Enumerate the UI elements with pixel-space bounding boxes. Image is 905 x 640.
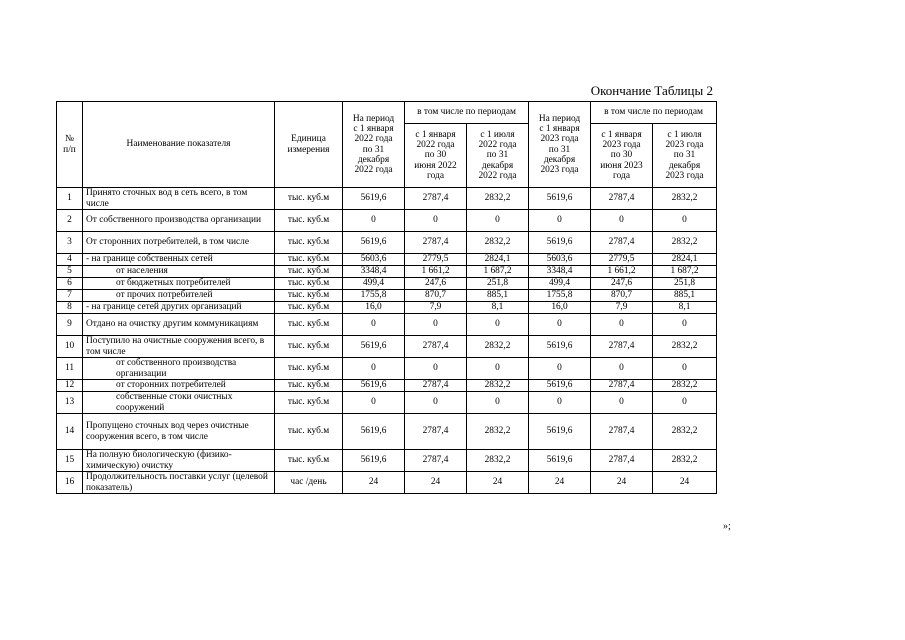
value-cell: 247,6: [405, 278, 467, 290]
header-incl-periods-2022: в том числе по периодам: [405, 102, 529, 124]
value-cell: 247,6: [591, 278, 653, 290]
row-number: 5: [57, 266, 83, 278]
row-number: 11: [57, 358, 83, 380]
table-row: [57, 414, 717, 450]
row-unit: тыс. куб.м: [275, 290, 343, 302]
value-cell: 2787,4: [591, 336, 653, 358]
table-row: [57, 266, 717, 278]
value-cell: 5603,6: [529, 254, 591, 266]
header-unit: Единица измерения: [275, 102, 343, 188]
value-cell: 5619,6: [529, 336, 591, 358]
value-cell: 2832,2: [653, 336, 717, 358]
row-number: 8: [57, 302, 83, 314]
row-unit: тыс. куб.м: [275, 336, 343, 358]
header-num: № п/п: [57, 102, 83, 188]
closing-quote-mark: »;: [723, 521, 731, 532]
value-cell: 0: [591, 392, 653, 414]
value-cell: 24: [343, 472, 405, 494]
value-cell: 0: [343, 358, 405, 380]
value-cell: 2832,2: [467, 380, 529, 392]
row-number: 9: [57, 314, 83, 336]
value-cell: 870,7: [591, 290, 653, 302]
value-cell: 2787,4: [591, 232, 653, 254]
header-period-2022: На период с 1 января 2022 года по 31 декабря 2022 года: [343, 102, 405, 188]
value-cell: 0: [653, 358, 717, 380]
value-cell: 0: [467, 392, 529, 414]
row-label: - на границе сетей других организаций: [83, 302, 275, 314]
header-incl-periods-2023: в том числе по периодам: [591, 102, 717, 124]
row-label: от населения: [83, 266, 275, 278]
row-number: 2: [57, 210, 83, 232]
row-label: от собственного производства организации: [83, 358, 275, 380]
header-h1-2023: с 1 января 2023 года по 30 июня 2023 года: [591, 124, 653, 188]
row-label: Поступило на очистные сооружения всего, в том числе: [83, 336, 275, 358]
table-row: [57, 278, 717, 290]
row-number: 4: [57, 254, 83, 266]
value-cell: 8,1: [653, 302, 717, 314]
value-cell: 2824,1: [467, 254, 529, 266]
value-cell: 2787,4: [591, 188, 653, 210]
value-cell: 5619,6: [529, 188, 591, 210]
value-cell: 2832,2: [467, 450, 529, 472]
value-cell: 5619,6: [343, 232, 405, 254]
table-row: [57, 380, 717, 392]
value-cell: 0: [529, 210, 591, 232]
value-cell: 7,9: [405, 302, 467, 314]
row-unit: тыс. куб.м: [275, 380, 343, 392]
header-name: Наименование показателя: [83, 102, 275, 188]
value-cell: 499,4: [343, 278, 405, 290]
row-unit: тыс. куб.м: [275, 266, 343, 278]
value-cell: 5619,6: [343, 380, 405, 392]
row-label: от сторонних потребителей: [83, 380, 275, 392]
row-label: от бюджетных потребителей: [83, 278, 275, 290]
row-unit: тыс. куб.м: [275, 392, 343, 414]
row-number: 1: [57, 188, 83, 210]
row-unit: тыс. куб.м: [275, 358, 343, 380]
value-cell: 2779,5: [591, 254, 653, 266]
value-cell: 1 661,2: [405, 266, 467, 278]
value-cell: 0: [343, 392, 405, 414]
value-cell: 24: [653, 472, 717, 494]
header-period-2023: На период с 1 января 2023 года по 31 декабря 2023 года: [529, 102, 591, 188]
row-number: 15: [57, 450, 83, 472]
value-cell: 1755,8: [529, 290, 591, 302]
row-label: Пропущено сточных вод через очистные сооружения всего, в том числе: [83, 414, 275, 450]
row-label: собственные стоки очистных сооружений: [83, 392, 275, 414]
value-cell: 0: [405, 392, 467, 414]
header-h1-2022: с 1 января 2022 года по 30 июня 2022 года: [405, 124, 467, 188]
value-cell: 2832,2: [467, 414, 529, 450]
value-cell: 5619,6: [343, 188, 405, 210]
value-cell: 0: [343, 210, 405, 232]
value-cell: 5619,6: [343, 414, 405, 450]
value-cell: 5619,6: [343, 450, 405, 472]
row-label: От собственного производства организации: [83, 210, 275, 232]
value-cell: 0: [405, 210, 467, 232]
value-cell: 499,4: [529, 278, 591, 290]
table-row: [57, 392, 717, 414]
value-cell: 0: [653, 210, 717, 232]
value-cell: 1755,8: [343, 290, 405, 302]
row-unit: тыс. куб.м: [275, 188, 343, 210]
value-cell: 1 687,2: [467, 266, 529, 278]
value-cell: 0: [467, 314, 529, 336]
value-cell: 3348,4: [529, 266, 591, 278]
row-label: от прочих потребителей: [83, 290, 275, 302]
row-label: От сторонних потребителей, в том числе: [83, 232, 275, 254]
value-cell: 870,7: [405, 290, 467, 302]
table-row: [57, 336, 717, 358]
table-row: [57, 210, 717, 232]
row-unit: час /день: [275, 472, 343, 494]
value-cell: 251,8: [467, 278, 529, 290]
row-unit: тыс. куб.м: [275, 302, 343, 314]
value-cell: 16,0: [343, 302, 405, 314]
value-cell: 24: [529, 472, 591, 494]
table-row: [57, 302, 717, 314]
row-number: 6: [57, 278, 83, 290]
value-cell: 0: [529, 358, 591, 380]
row-unit: тыс. куб.м: [275, 414, 343, 450]
value-cell: 2824,1: [653, 254, 717, 266]
value-cell: 8,1: [467, 302, 529, 314]
value-cell: 2787,4: [405, 188, 467, 210]
value-cell: 24: [405, 472, 467, 494]
row-unit: тыс. куб.м: [275, 210, 343, 232]
value-cell: 0: [653, 314, 717, 336]
value-cell: 3348,4: [343, 266, 405, 278]
value-cell: 0: [467, 358, 529, 380]
value-cell: 2787,4: [405, 414, 467, 450]
value-cell: 2787,4: [405, 232, 467, 254]
header-h2-2022: с 1 июля 2022 года по 31 декабря 2022 года: [467, 124, 529, 188]
value-cell: 0: [591, 314, 653, 336]
value-cell: 2787,4: [591, 380, 653, 392]
row-unit: тыс. куб.м: [275, 254, 343, 266]
value-cell: 0: [653, 392, 717, 414]
value-cell: 2832,2: [467, 188, 529, 210]
row-number: 7: [57, 290, 83, 302]
table-row: [57, 232, 717, 254]
table-row: [57, 254, 717, 266]
row-number: 16: [57, 472, 83, 494]
row-label: - на границе собственных сетей: [83, 254, 275, 266]
row-unit: тыс. куб.м: [275, 450, 343, 472]
value-cell: 251,8: [653, 278, 717, 290]
value-cell: 5603,6: [343, 254, 405, 266]
row-number: 13: [57, 392, 83, 414]
row-unit: тыс. куб.м: [275, 314, 343, 336]
value-cell: 0: [467, 210, 529, 232]
value-cell: 2787,4: [591, 414, 653, 450]
value-cell: 2832,2: [653, 188, 717, 210]
row-label: Отдано на очистку другим коммуникациям: [83, 314, 275, 336]
value-cell: 2832,2: [467, 232, 529, 254]
table-row: [57, 358, 717, 380]
value-cell: 0: [529, 392, 591, 414]
value-cell: 0: [405, 358, 467, 380]
value-cell: 2832,2: [653, 380, 717, 392]
value-cell: 2787,4: [405, 380, 467, 392]
value-cell: 7,9: [591, 302, 653, 314]
row-label: Принято сточных вод в сеть всего, в том числе: [83, 188, 275, 210]
value-cell: 885,1: [653, 290, 717, 302]
value-cell: 5619,6: [529, 232, 591, 254]
wastewater-table: [56, 101, 717, 494]
value-cell: 0: [405, 314, 467, 336]
value-cell: 5619,6: [529, 450, 591, 472]
row-number: 10: [57, 336, 83, 358]
value-cell: 1 661,2: [591, 266, 653, 278]
value-cell: 2832,2: [653, 450, 717, 472]
table-body: [57, 188, 717, 494]
value-cell: 2832,2: [653, 232, 717, 254]
header-h2-2023: с 1 июля 2023 года по 31 декабря 2023 года: [653, 124, 717, 188]
row-label: На полную биологическую (физико-химическую) очистку: [83, 450, 275, 472]
table-row: [57, 314, 717, 336]
table-row: [57, 472, 717, 494]
value-cell: 24: [467, 472, 529, 494]
value-cell: 5619,6: [529, 380, 591, 392]
value-cell: 2787,4: [405, 450, 467, 472]
value-cell: 5619,6: [529, 414, 591, 450]
table-row: [57, 290, 717, 302]
value-cell: 2787,4: [405, 336, 467, 358]
value-cell: 24: [591, 472, 653, 494]
table-row: [57, 188, 717, 210]
value-cell: 5619,6: [343, 336, 405, 358]
value-cell: 2832,2: [653, 414, 717, 450]
value-cell: 885,1: [467, 290, 529, 302]
value-cell: 2787,4: [591, 450, 653, 472]
value-cell: 0: [343, 314, 405, 336]
value-cell: 2832,2: [467, 336, 529, 358]
value-cell: 0: [591, 210, 653, 232]
table-row: [57, 450, 717, 472]
row-number: 14: [57, 414, 83, 450]
row-number: 3: [57, 232, 83, 254]
table-header: [57, 102, 717, 188]
value-cell: 0: [529, 314, 591, 336]
value-cell: 2779,5: [405, 254, 467, 266]
row-unit: тыс. куб.м: [275, 232, 343, 254]
row-unit: тыс. куб.м: [275, 278, 343, 290]
value-cell: 1 687,2: [653, 266, 717, 278]
table-caption: Окончание Таблицы 2: [590, 83, 713, 98]
value-cell: 16,0: [529, 302, 591, 314]
row-label: Продолжительность поставки услуг (целевой показатель): [83, 472, 275, 494]
value-cell: 0: [591, 358, 653, 380]
row-number: 12: [57, 380, 83, 392]
